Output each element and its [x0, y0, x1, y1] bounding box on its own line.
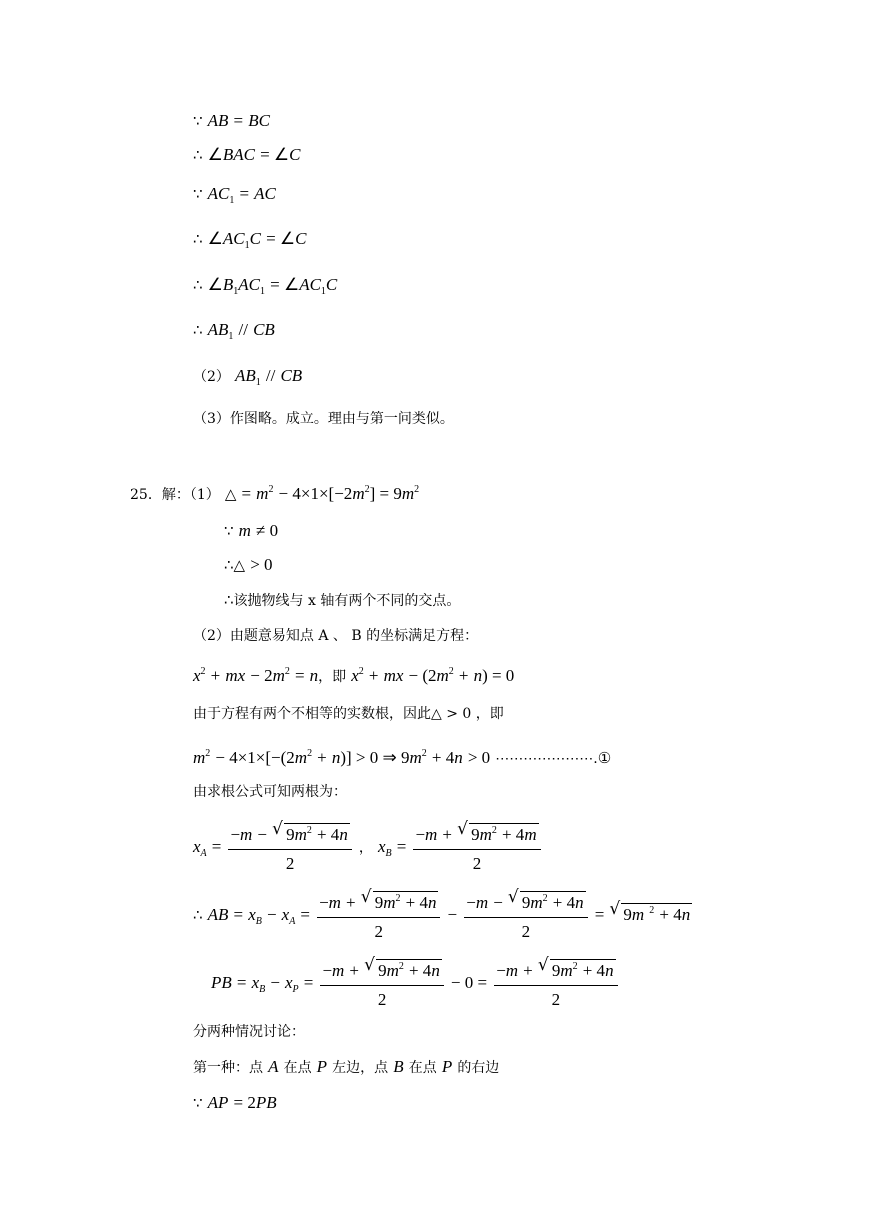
proof-line-2: ∴ ∠BAC = ∠C	[193, 145, 301, 164]
q25-sub2-intro	[193, 625, 478, 646]
q25-two-roots: 由于方程有两个不相等的实数根，因此△ > 0 ，即	[193, 706, 504, 722]
because-symbol: ∵	[193, 1094, 203, 1112]
therefore-symbol: ∴	[193, 276, 203, 294]
q25-sub1-label: （1）	[189, 487, 220, 503]
q25-inequality: $m^2 - 4\times 1\times[-(2m^2 + n)] > 0$ ⇒ $9m^2 + 4n > 0$ ⋯⋯⋯⋯⋯⋯⋯.①	[193, 748, 612, 767]
proof-line-5: ∴ $\angle B_1AC_1$ = $\angle AC_1C$	[193, 275, 338, 297]
part2-label: （2）	[193, 369, 230, 385]
therefore-symbol: ∴	[193, 321, 203, 339]
because-symbol: ∵	[193, 112, 203, 130]
q25-equation: $x^2$ + mx − $2m^2 = n$，即 $x^2$ + mx − $(2m^2 + n) = 0$	[193, 666, 515, 685]
proof-line-3: ∵ $AC_1$ = AC	[193, 184, 276, 206]
therefore-symbol: ∴	[224, 556, 234, 574]
part3-label: （3）	[193, 411, 230, 427]
proof-line-6: ∴ $AB_1$ // CB	[193, 320, 275, 342]
q25-ab-expression: ∴ AB = $x_B - x_A$ = $\frac{-m + √ 9m^2 + 4n}{2}$ − $\frac{-m - √ 9m^2 + 4n}{2}$ = √ 9m $^2$ + 4n	[193, 888, 692, 943]
equation-dots: ⋯⋯⋯⋯⋯⋯⋯.	[495, 751, 598, 767]
part3-answer	[193, 408, 454, 429]
because-symbol: ∵	[193, 185, 203, 203]
q25-m-nonzero: ∵ m ≠ 0	[224, 521, 279, 540]
xB-fraction: $\frac{-m + √ 9m^2 + 4m}{2}$	[413, 820, 540, 875]
q25-number: 25．解：	[130, 487, 190, 503]
q25-pb-expression: PB = $x_B - x_P$ = $\frac{-m + √ 9m^2 + 4n}{2}$ − 0 = $\frac{-m + √ 9m^2 + 4n}{2}$	[211, 956, 620, 1011]
q25-root-formula: 由求根公式可知两根为：	[193, 784, 347, 800]
xA-fraction: $\frac{-m - √ 9m^2 + 4n}{2}$	[228, 820, 351, 875]
conclusion1-text: 该抛物线与 x 轴有两个不同的交点。	[233, 593, 461, 609]
proof-line-1: ∵ AB = BC	[193, 111, 270, 130]
q25-discriminant: 25．解：（1） △ = $m^2 - 4\times 1\times[-2m^2] = 9m^2$	[130, 484, 420, 503]
therefore-symbol: ∴	[193, 230, 203, 248]
q25-conclusion1	[224, 590, 460, 611]
sub2-intro-text: 由题意易知点 A 、 B 的坐标满足方程：	[229, 628, 479, 644]
part2-answer: （2） $AB_1$ // CB	[193, 366, 303, 388]
q25-case1: 第一种：点 A 在点 P 左边，点 B 在点 P 的右边	[193, 1057, 500, 1076]
circled-one: ①	[597, 749, 612, 767]
because-symbol: ∵	[224, 522, 234, 540]
q25-ap-relation: ∵ AP = 2PB	[193, 1093, 277, 1112]
q25-sub2-label: （2）	[193, 628, 230, 644]
therefore-symbol: ∴	[193, 146, 203, 164]
therefore-symbol: ∴	[224, 591, 234, 609]
q25-roots: $x_A$ = $\frac{-m - √ 9m^2 + 4n}{2}$ ， $x_B$ = $\frac{-m + √ 9m^2 + 4m}{2}$	[193, 820, 543, 875]
q25-delta-positive: ∴△ > 0	[224, 555, 273, 574]
therefore-symbol: ∴	[193, 906, 203, 924]
part3-text: 作图略。成立。理由与第一问类似。	[229, 411, 454, 427]
proof-line-4: ∴ $\angle AC_1C$ = ∠C	[193, 229, 307, 251]
q25-two-cases: 分两种情况讨论：	[193, 1024, 305, 1040]
